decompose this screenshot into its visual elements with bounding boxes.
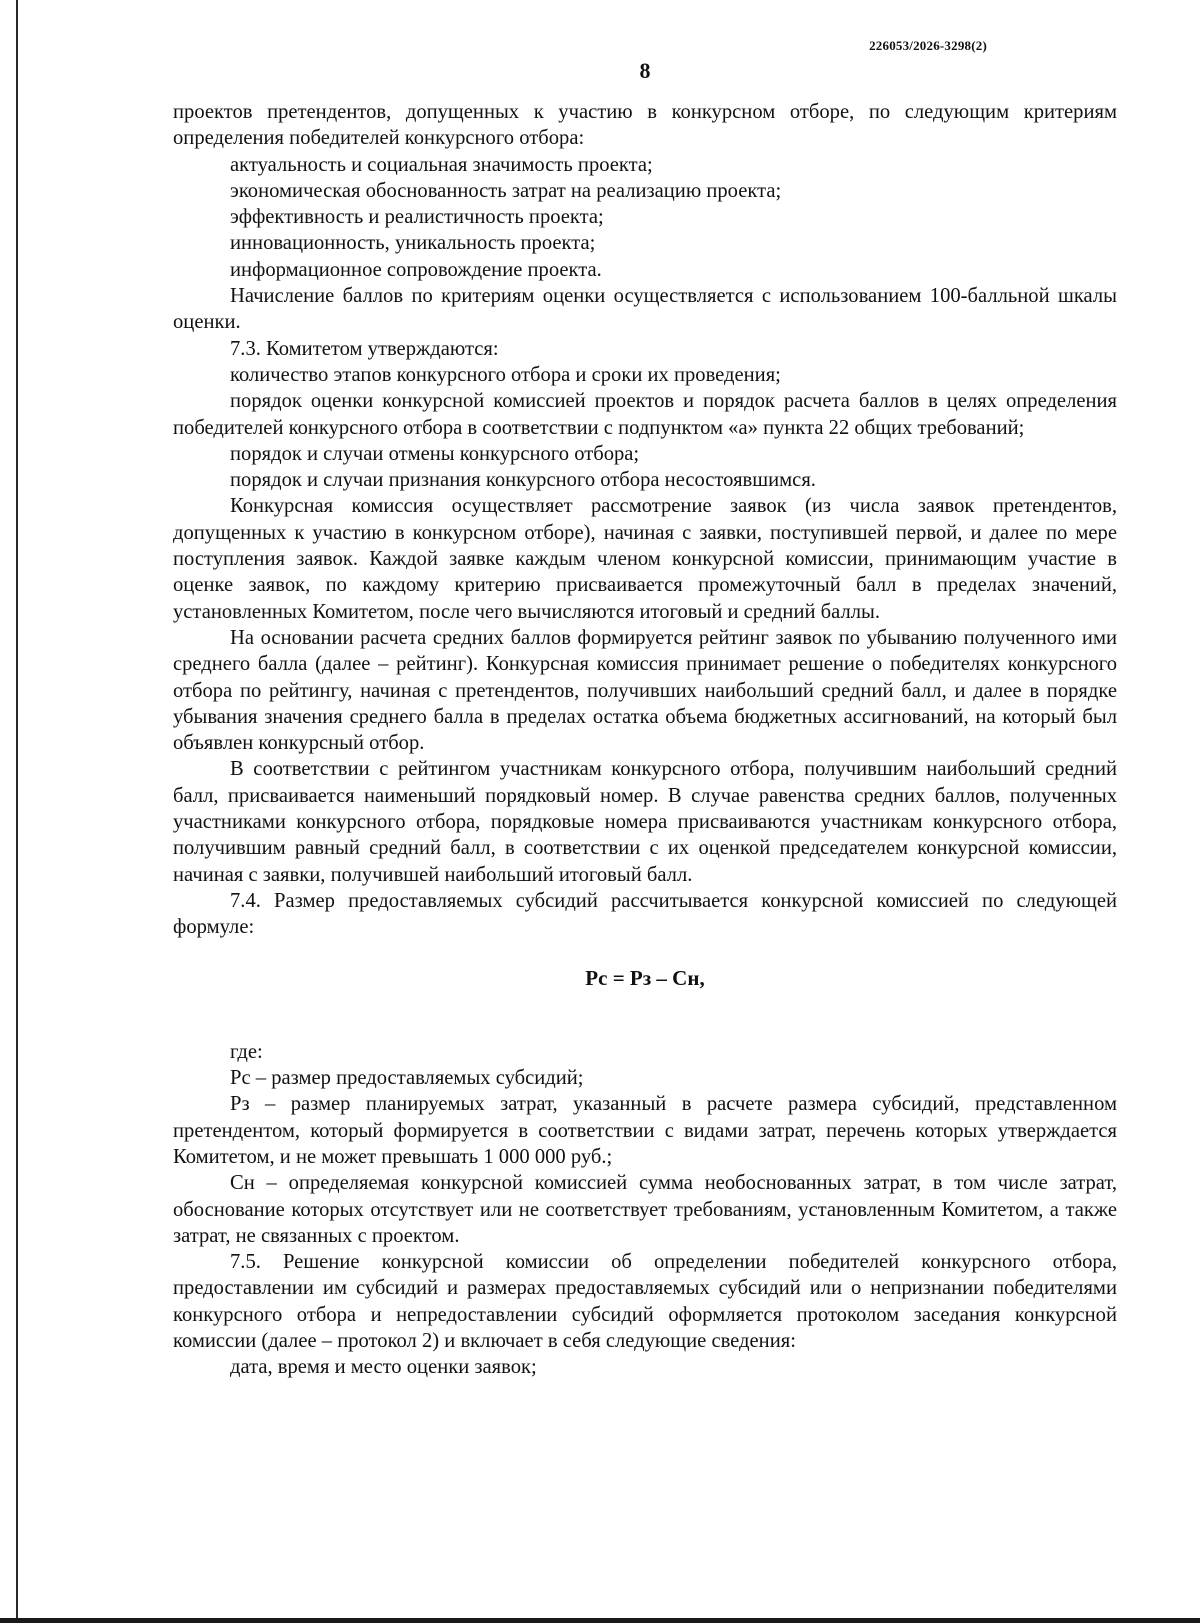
page-number: 8 (639, 58, 651, 83)
item-stages: количество этапов конкурсного отбора и сроки их проведения; (230, 363, 781, 386)
criterion-information: информационное сопровождение проекта. (230, 258, 602, 281)
paragraph-7-3: 7.3. Комитетом утверждаются: (230, 337, 499, 360)
criterion-efficiency: эффективность и реалистичность проекта; (230, 206, 604, 229)
criterion-innovation: инновационность, уникальность проекта; (230, 232, 596, 255)
criterion-relevance: актуальность и социальная значимость проекта; (230, 153, 653, 176)
paragraph-continuation: проектов претендентов, допущенных к участию в конкурсном отборе, по следующим критериям определения победителей конкурсного отбора: (173, 101, 1117, 150)
paragraph-commission-review: Конкурсная комиссия осуществляет рассмотрение заявок (из числа заявок претендентов, допущенных к участию в конкурсном отборе), начиная с заявки, поступившей первой, и далее по мере поступления заявок. Каждой заявке каждым членом конкурсной комиссии, принимающим участие в оценке заявок, по каждому критерию присваивается промежуточный балл в пределах значений, установленных Комитетом, после чего вычисляются итоговый и средний баллы. (173, 495, 1117, 623)
scan-left-border (16, 0, 18, 1623)
paragraph-ordinal-numbers: В соответствии с рейтингом участникам конкурсного отбора, получившим наибольший средний балл, присваивается наименьший порядковый номер. В случае равенства средних баллов, полученных участниками конкурсного отбора, порядковые номера присваиваются участникам конкурсного отбора, получившим равный средний балл, в соответствии с их оценкой председателем конкурсной комиссии, начиная с заявки, получившей наибольший итоговый балл. (173, 758, 1117, 886)
criterion-economic: экономическая обоснованность затрат на реализацию проекта; (230, 179, 782, 202)
document-body (173, 99, 1117, 1381)
item-cancellation: порядок и случаи отмены конкурсного отбора; (230, 442, 640, 465)
formula-term-rz: Рз – размер планируемых затрат, указанный в расчете размера субсидий, представленном претендентом, который формируется в соответствии с видами затрат, перечень которых утверждается Комитетом, и не может превышать 1 000 000 руб.; (173, 1093, 1117, 1168)
scan-bottom-border (0, 1618, 1200, 1623)
paragraph-scoring-scale: Начисление баллов по критериям оценки осуществляется с использованием 100-балльной шкалы оценки. (173, 285, 1117, 334)
formula-term-rs: Рс – размер предоставляемых субсидий; (230, 1067, 584, 1090)
document-registration-number: 226053/2026-3298(2) (869, 38, 987, 53)
item-date-time-place: дата, время и место оценки заявок; (230, 1356, 537, 1379)
paragraph-7-5: 7.5. Решение конкурсной комиссии об определении победителей конкурсного отбора, предоставлении им субсидий и размерах предоставляемых субсидий или о непризнании победителями конкурсного отбора и непредоставлении субсидий оформляется протоколом заседания конкурсной комиссии (далее – протокол 2) и включает в себя следующие сведения: (173, 1251, 1117, 1353)
formula-where: где: (230, 1040, 263, 1063)
subsidy-formula: Рс = Рз – Сн, (585, 965, 705, 990)
formula-term-sn: Сн – определяемая конкурсной комиссией сумма необоснованных затрат, в том числе затрат, обоснование которых отсутствует или не соответствует требованиям, установленным Комитетом, а также затрат, не связанных с проектом. (173, 1172, 1117, 1247)
paragraph-7-4: 7.4. Размер предоставляемых субсидий рассчитывается конкурсной комиссией по следующей формуле: (173, 889, 1117, 939)
paragraph-rating: На основании расчета средних баллов формируется рейтинг заявок по убыванию полученного ими среднего балла (далее – рейтинг). Конкурсная комиссия принимает решение о победителях конкурсного отбора по рейтингу, начиная с претендентов, получивших наибольший средний балл, и далее в порядке убывания значения среднего балла в пределах остатка объема бюджетных ассигнований, на который был объявлен конкурсный отбор. (173, 626, 1117, 755)
item-failed-selection: порядок и случаи признания конкурсного отбора несостоявшимся. (230, 469, 816, 492)
item-evaluation-procedure: порядок оценки конкурсной комиссией проектов и порядок расчета баллов в целях определения победителей конкурсного отбора в соответствии с подпунктом «а» пункта 22 общих требований; (173, 390, 1117, 439)
